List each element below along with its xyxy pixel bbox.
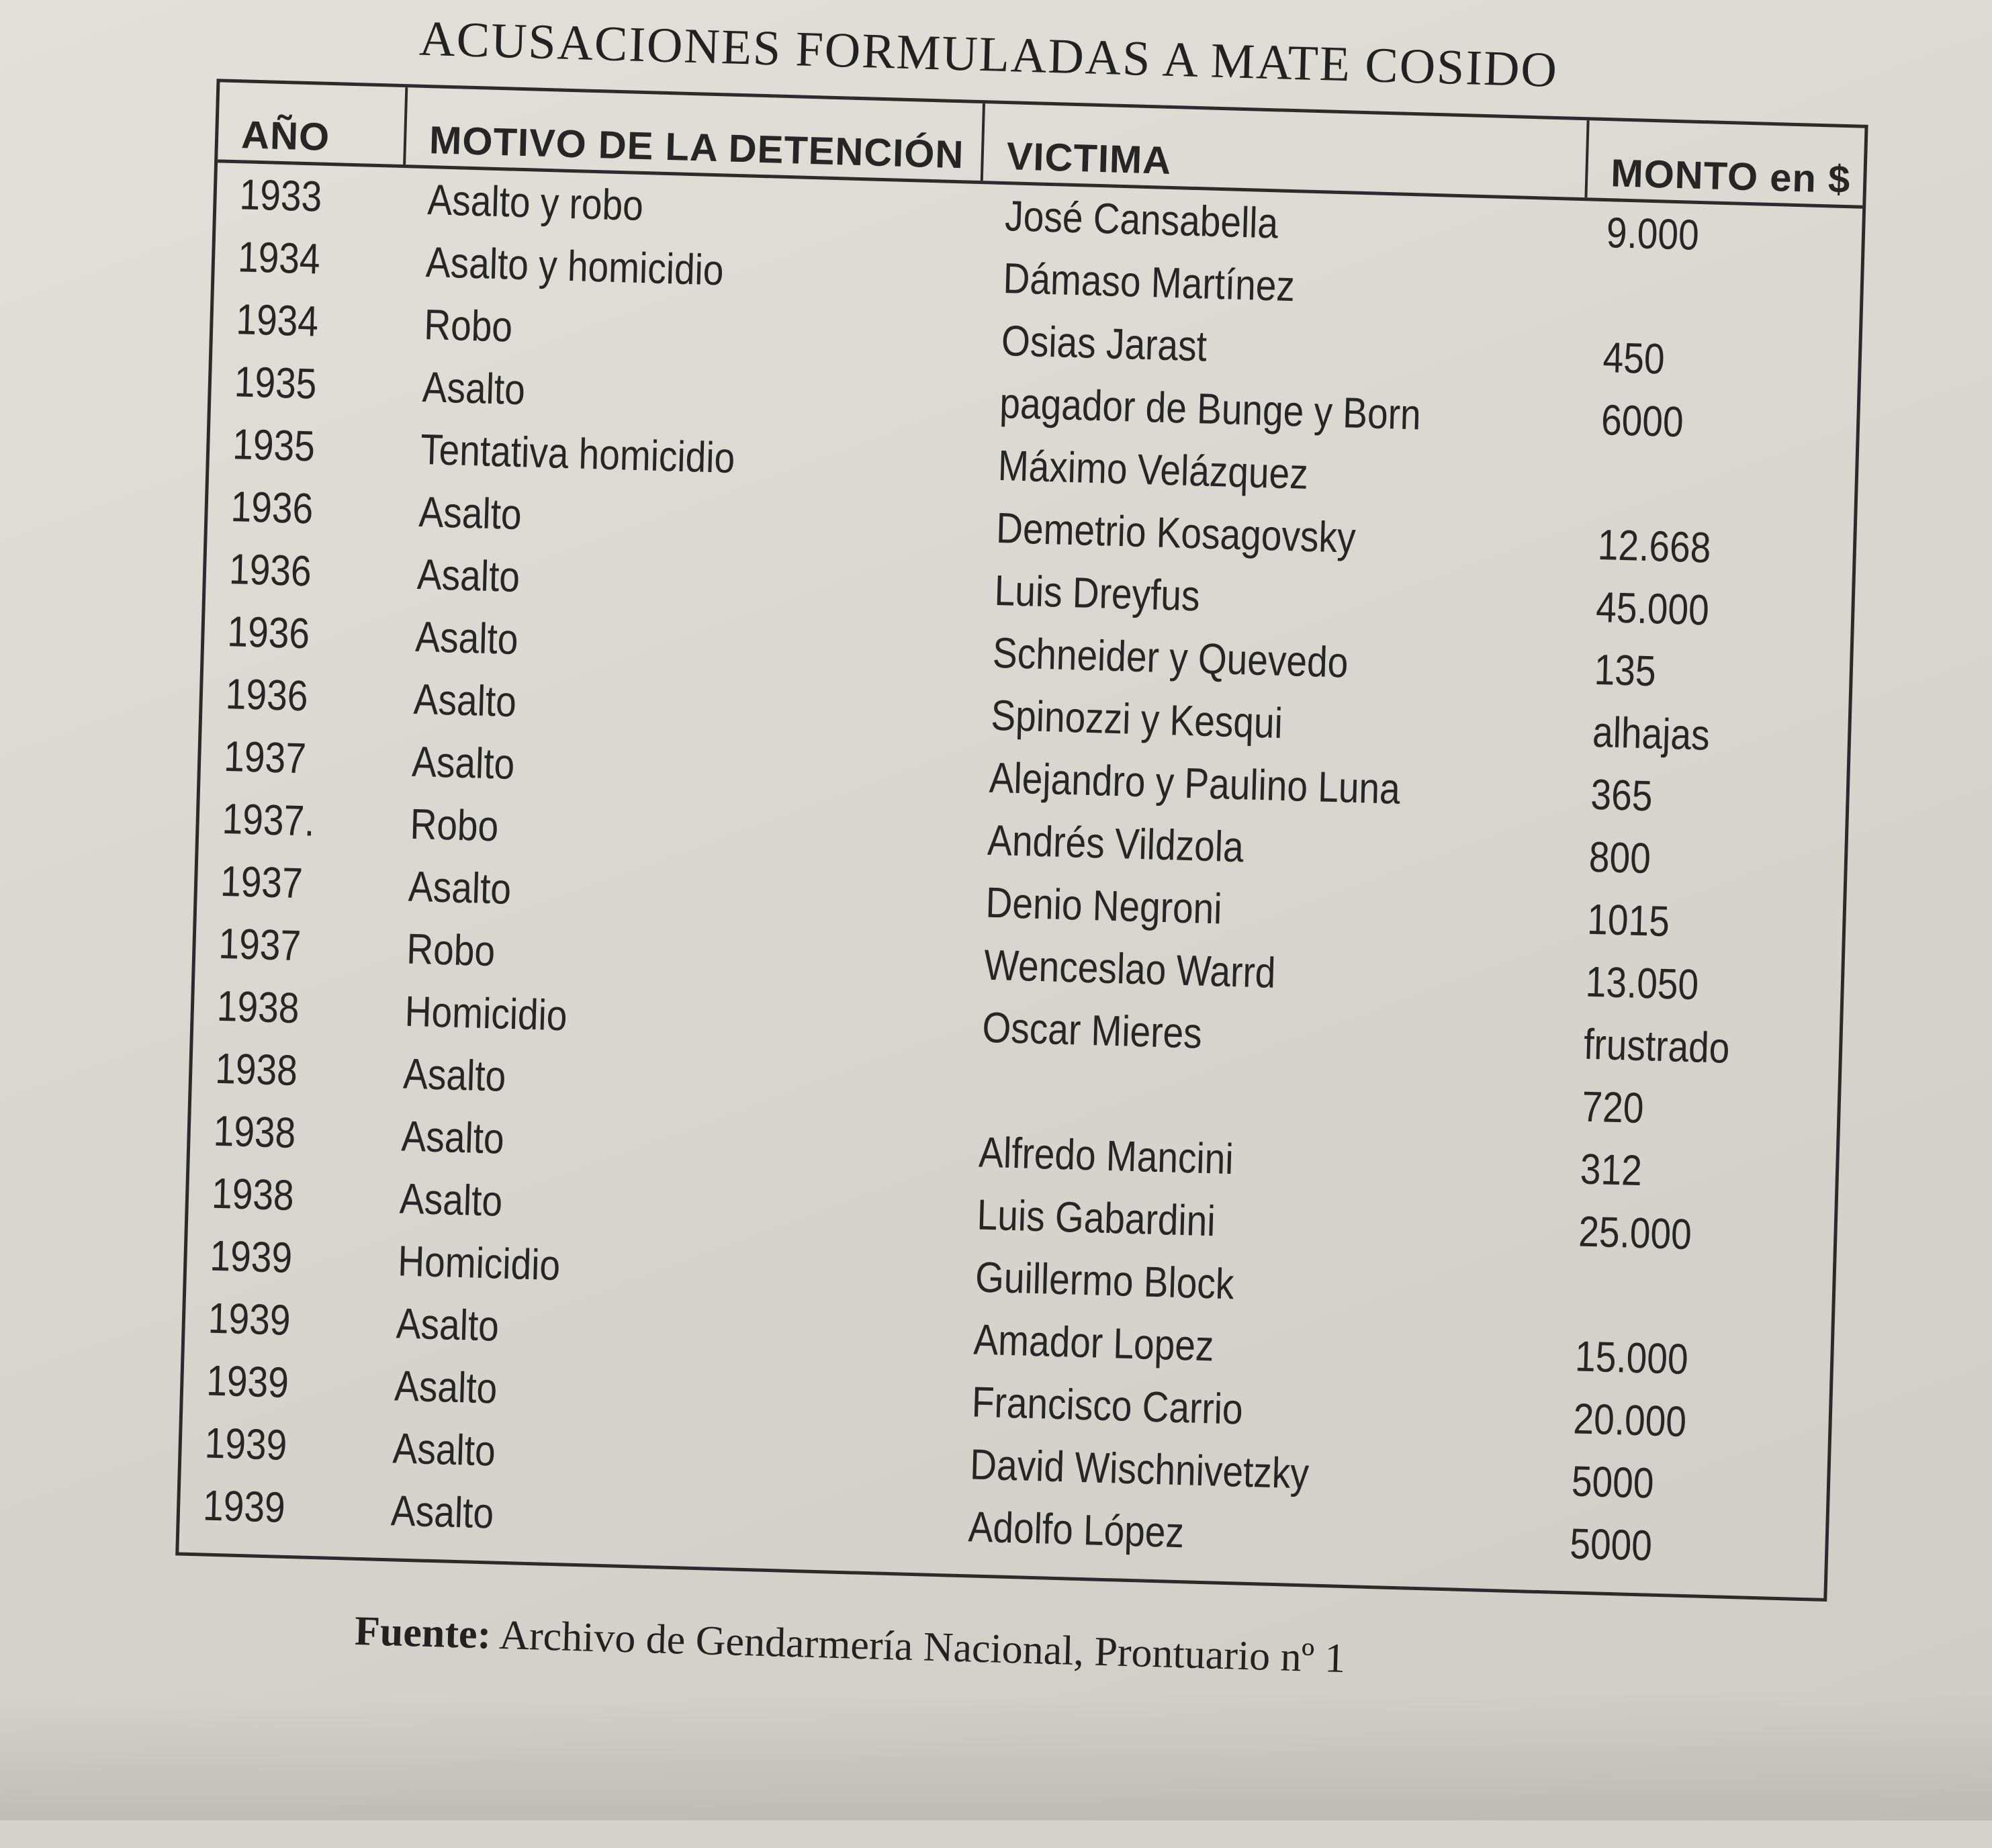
cell-year: 1939 bbox=[206, 1356, 289, 1407]
cell-year: 1936 bbox=[225, 669, 309, 721]
cell-reason: Asalto bbox=[395, 1299, 500, 1350]
header-reason: MOTIVO DE LA DETENCIÓN bbox=[406, 87, 985, 181]
cell-year: 1939 bbox=[208, 1293, 291, 1344]
cell-reason: Robo bbox=[406, 924, 496, 976]
cell-reason: Asalto y homicidio bbox=[425, 238, 725, 295]
cell-victim: Alfredo Mancini bbox=[978, 1127, 1234, 1184]
cell-victim: José Cansabella bbox=[1004, 191, 1279, 248]
cell-year: 1936 bbox=[228, 545, 312, 596]
source-note bbox=[354, 1608, 1346, 1683]
cell-year: 1937 bbox=[218, 919, 302, 970]
cell-year: 1937 bbox=[223, 731, 307, 783]
cell-reason: Asalto bbox=[411, 737, 516, 788]
cell-reason: Asalto bbox=[399, 1174, 504, 1226]
cell-year: 1934 bbox=[237, 232, 321, 283]
cell-reason: Homicidio bbox=[404, 986, 568, 1040]
cell-reason: Robo bbox=[409, 799, 500, 851]
cell-amount: alhajas bbox=[1592, 707, 1711, 759]
cell-amount: 20.000 bbox=[1572, 1394, 1687, 1446]
cell-reason: Asalto bbox=[392, 1424, 496, 1475]
cell-victim: Denio Negroni bbox=[985, 878, 1223, 933]
cell-year: 1937 bbox=[220, 856, 304, 908]
cell-victim: pagador de Bunge y Born bbox=[999, 378, 1422, 439]
cell-year: 1938 bbox=[214, 1044, 298, 1095]
page-shadow bbox=[0, 1692, 1992, 1820]
cell-amount: 5000 bbox=[1571, 1457, 1655, 1508]
cell-amount: frustrado bbox=[1583, 1019, 1731, 1072]
cell-amount: 800 bbox=[1588, 832, 1651, 883]
cell-year: 1933 bbox=[238, 170, 323, 221]
cell-year: 1938 bbox=[212, 1106, 297, 1158]
cell-reason: Asalto bbox=[416, 549, 521, 602]
cell-year: 1935 bbox=[232, 420, 316, 471]
cell-reason: Tentativa homicidio bbox=[420, 424, 736, 482]
cell-year: 1938 bbox=[211, 1168, 295, 1220]
cell-year: 1936 bbox=[226, 607, 311, 658]
cell-year: 1936 bbox=[230, 482, 314, 533]
cell-victim: Andrés Vildzola bbox=[987, 815, 1244, 872]
cell-victim: Adolfo López bbox=[967, 1502, 1185, 1557]
cell-victim: Schneider y Quevedo bbox=[992, 628, 1349, 687]
cell-victim: Spinozzi y Kesqui bbox=[990, 690, 1283, 747]
cell-victim: Dámaso Martínez bbox=[1002, 254, 1296, 311]
cell-amount bbox=[1576, 1262, 1578, 1325]
cell-reason: Asalto y robo bbox=[426, 175, 644, 230]
cell-reason: Asalto bbox=[421, 362, 526, 414]
cell-year: 1939 bbox=[202, 1481, 286, 1532]
cell-amount: 720 bbox=[1581, 1082, 1645, 1133]
cell-reason: Homicidio bbox=[397, 1236, 561, 1290]
table-title: ACUSACIONES FORMULADAS A MATE COSIDO bbox=[418, 11, 1559, 98]
cell-year: 1939 bbox=[209, 1231, 293, 1283]
accusations-table bbox=[175, 79, 1868, 1602]
cell-victim: David Wischnivetzky bbox=[969, 1440, 1310, 1498]
cell-victim: Luis Dreyfus bbox=[993, 565, 1201, 620]
cell-victim bbox=[980, 1059, 982, 1121]
source-text: Archivo de Gendarmería Nacional, Prontuario nº 1 bbox=[498, 1612, 1347, 1682]
cell-reason: Asalto bbox=[402, 1049, 507, 1101]
cell-amount bbox=[1598, 451, 1600, 514]
cell-victim: Amador Lopez bbox=[972, 1315, 1215, 1371]
cell-amount: 135 bbox=[1593, 645, 1657, 696]
cell-amount: 25.000 bbox=[1578, 1207, 1692, 1259]
cell-victim: Osias Jarast bbox=[1001, 316, 1208, 371]
cell-reason: Asalto bbox=[390, 1486, 495, 1538]
cell-reason: Asalto bbox=[418, 487, 523, 539]
cell-reason: Asalto bbox=[408, 862, 512, 913]
cell-amount: 12.668 bbox=[1597, 520, 1712, 572]
cell-amount: 15.000 bbox=[1574, 1332, 1689, 1384]
cell-victim: Máximo Velázquez bbox=[997, 441, 1309, 498]
cell-year: 1934 bbox=[235, 295, 319, 346]
cell-year: 1937. bbox=[221, 794, 316, 845]
header-victim: VICTIMA bbox=[983, 103, 1590, 197]
cell-reason: Asalto bbox=[400, 1111, 505, 1163]
cell-amount: 312 bbox=[1580, 1144, 1643, 1195]
cell-victim: Luis Gabardini bbox=[976, 1190, 1216, 1246]
cell-amount: 365 bbox=[1590, 770, 1654, 821]
cell-amount bbox=[1604, 264, 1606, 326]
cell-victim: Guillermo Block bbox=[975, 1252, 1235, 1309]
cell-year: 1938 bbox=[216, 981, 300, 1033]
cell-reason: Robo bbox=[423, 300, 514, 351]
cell-victim: Oscar Mieres bbox=[981, 1003, 1203, 1058]
header-year: AÑO bbox=[218, 82, 408, 165]
cell-amount: 9.000 bbox=[1605, 208, 1700, 259]
header-amount: MONTO en $ bbox=[1610, 151, 1852, 202]
cell-amount: 450 bbox=[1602, 333, 1666, 383]
cell-victim: Alejandro y Paulino Luna bbox=[988, 753, 1401, 813]
cell-victim: Francisco Carrio bbox=[970, 1377, 1244, 1434]
cell-year: 1939 bbox=[203, 1418, 288, 1469]
cell-amount: 5000 bbox=[1569, 1519, 1653, 1570]
cell-amount: 13.050 bbox=[1584, 957, 1700, 1009]
cell-reason: Asalto bbox=[414, 612, 519, 664]
source-label: Fuente: bbox=[354, 1608, 492, 1658]
cell-year: 1935 bbox=[233, 357, 318, 408]
cell-victim: Demetrio Kosagovsky bbox=[995, 503, 1357, 562]
cell-amount: 6000 bbox=[1600, 395, 1684, 447]
cell-reason: Asalto bbox=[412, 674, 517, 727]
cell-victim: Wenceslao Warrd bbox=[983, 940, 1277, 997]
cell-amount: 1015 bbox=[1586, 894, 1670, 946]
cell-amount: 45.000 bbox=[1595, 582, 1710, 635]
table-body bbox=[179, 163, 1862, 1582]
cell-reason: Asalto bbox=[394, 1361, 498, 1413]
